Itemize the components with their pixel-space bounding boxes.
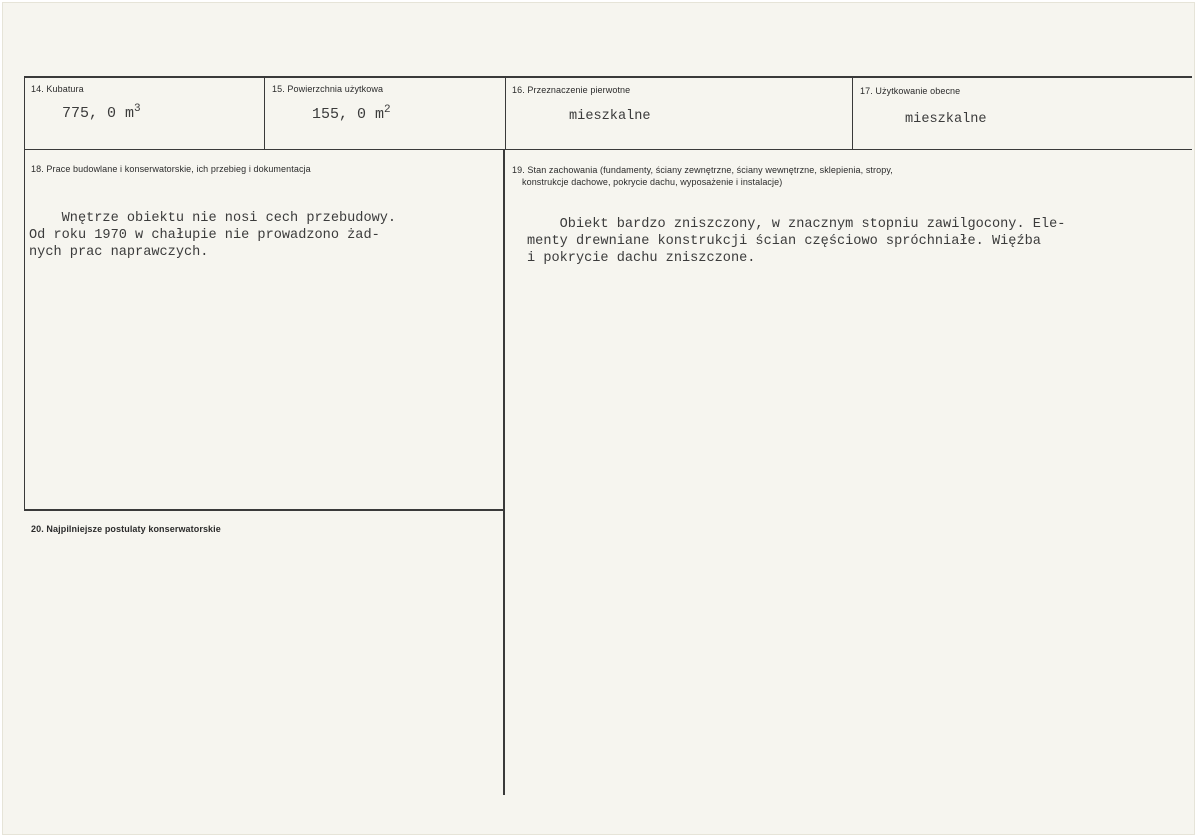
main-vertical-divider [503,149,505,795]
field-label-postulaty: 20. Najpilniejsze postulaty konserwatorskie [31,524,221,534]
row-divider-line [24,149,1192,150]
prace-text-line: Od roku 1970 w chałupie nie prowadzono żad- [29,228,380,243]
field-label-powierzchnia: 15. Powierzchnia użytkowa [272,84,384,94]
field-label-kubatura: 14. Kubatura [31,84,84,94]
powierzchnia-value-text: 155, 0 m [312,106,385,123]
field-label-prace: 18. Prace budowlane i konserwatorskie, ich przebieg i dokumentacja [31,164,311,174]
field-label-uzytkowanie: 17. Użytkowanie obecne [860,86,961,96]
prace-text-line: Wnętrze obiektu nie nosi cech przebudowy. [29,211,397,226]
prace-text-line: nych prac naprawczych. [29,245,209,260]
powierzchnia-unit-exponent: 2 [384,104,391,116]
stan-label-line: konstrukcje dachowe, pokrycie dachu, wyposażenie i instalacje) [522,177,783,187]
stan-text-line: menty drewniane konstrukcji ścian częściowo spróchniałe. Więźba [527,234,1041,249]
stan-text-line: Obiekt bardzo zniszczony, w znacznym stopniu zawilgocony. Ele- [527,217,1066,232]
left-border-line [24,76,25,510]
kubatura-value-text: 775, 0 m [62,105,135,122]
field-text-stan [527,216,1065,267]
field-value-powierzchnia [312,106,391,123]
cell-divider-16-17 [852,76,853,149]
stan-label-line: 19. Stan zachowania (fundamenty, ściany zewnętrzne, ściany wewnętrzne, sklepienia, stropy, [512,165,893,175]
stan-text-line: i pokrycie dachu zniszczone. [527,251,756,266]
kubatura-unit-exponent: 3 [134,103,141,115]
field-text-prace [29,210,396,261]
cell-divider-15-16 [505,76,506,149]
cell-divider-14-15 [264,76,265,149]
field-value-przeznaczenie: mieszkalne [569,109,651,124]
field-label-przeznaczenie: 16. Przeznaczenie pierwotne [512,85,631,95]
top-border-line [24,76,1192,78]
record-card [2,2,1195,835]
field-label-stan [512,164,1112,188]
section-18-bottom-line [24,509,504,511]
field-value-kubatura [62,105,141,122]
field-value-uzytkowanie: mieszkalne [905,112,987,127]
